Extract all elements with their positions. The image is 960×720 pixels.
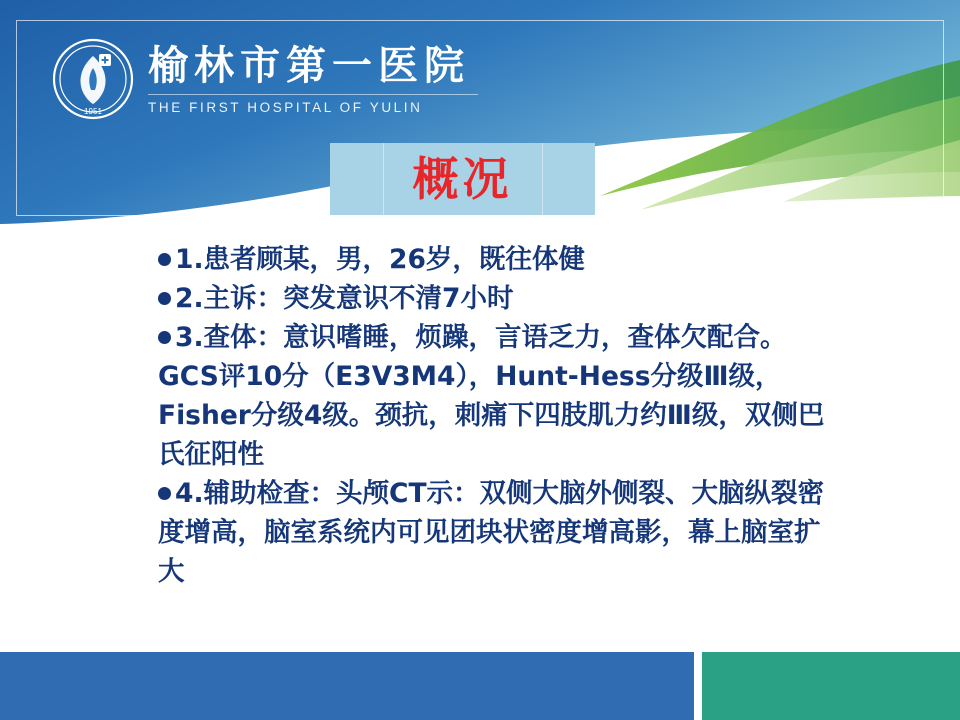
bullet-item	[158, 474, 838, 591]
bullet-text: 3.查体：意识嗜睡，烦躁，言语乏力，查体欠配合。GCS评10分（E3V3M4），Hunt-Hess分级Ⅲ级，Fisher分级4级。颈抗，刺痛下四肢肌力约Ⅲ级，双侧巴氏征阳性	[158, 322, 825, 470]
slide-title-box	[330, 143, 595, 215]
bullet-dot-icon	[158, 487, 171, 500]
emblem-year-text: 1951	[84, 107, 102, 116]
bullet-item	[158, 240, 838, 279]
logo-en-block	[148, 98, 478, 118]
slide-body	[158, 240, 838, 591]
footer-gap	[694, 644, 702, 720]
bullet-dot-icon	[158, 292, 171, 305]
title-box-divider-right	[542, 143, 543, 215]
bullet-text: 1.患者顾某，男，26岁，既往体健	[175, 244, 585, 275]
hospital-name-cn: 榆林市第一医院	[148, 43, 470, 89]
title-box-divider-left	[383, 143, 384, 215]
slide-title: 概况	[412, 152, 513, 206]
bullet-dot-icon	[158, 331, 171, 344]
hospital-logo	[52, 38, 472, 130]
bullet-text: 2.主诉：突发意识不清7小时	[175, 283, 514, 314]
slide-footer	[0, 644, 960, 720]
logo-divider	[148, 94, 478, 95]
bullet-item	[158, 318, 838, 474]
bullet-text: 4.辅助检查：头颅CT示：双侧大脑外侧裂、大脑纵裂密度增高，脑室系统内可见团块状密度增高影，幕上脑室扩大	[158, 478, 825, 587]
hospital-name-en: THE FIRST HOSPITAL OF YULIN	[148, 100, 423, 115]
footer-top-spacer	[0, 644, 960, 652]
slide-header	[0, 0, 960, 228]
bullet-item	[158, 279, 838, 318]
logo-text-block	[148, 40, 478, 92]
footer-blue-bar	[0, 644, 700, 720]
bullet-dot-icon	[158, 253, 171, 266]
hospital-emblem-icon	[52, 38, 134, 120]
footer-green-bar	[700, 644, 960, 720]
